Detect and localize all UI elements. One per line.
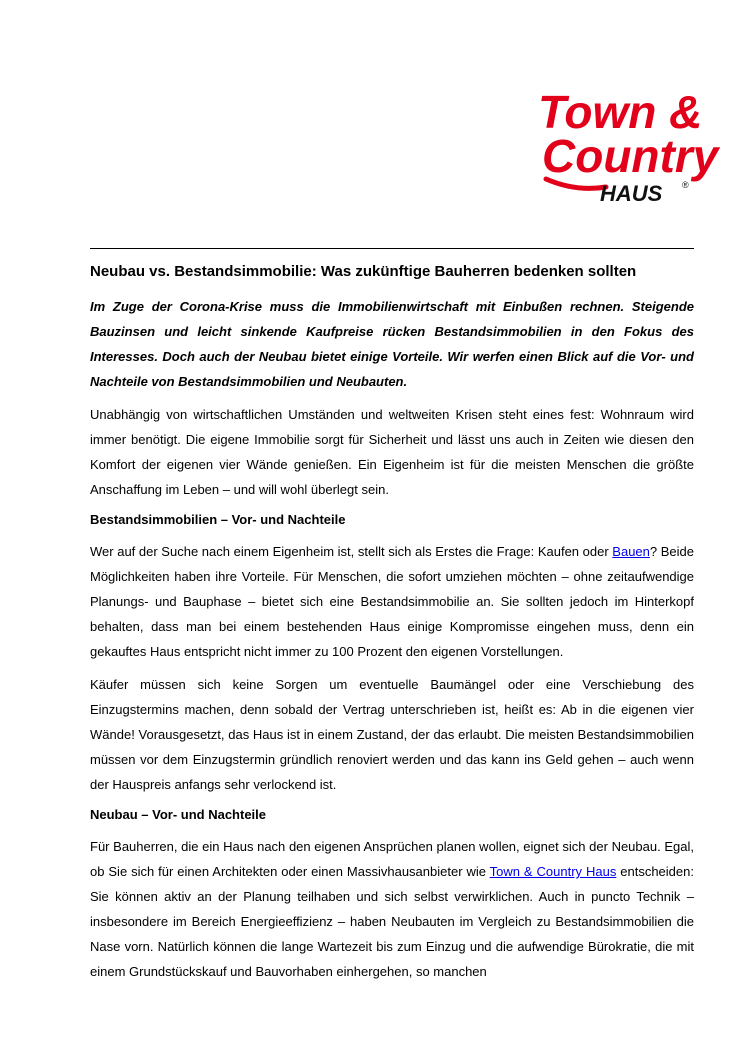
- bestand-paragraph-1: [90, 539, 694, 664]
- section-heading-bestand: Bestandsimmobilien – Vor- und Nachteile: [90, 512, 346, 527]
- bestand-p1-text-a: Wer auf der Suche nach einem Eigenheim ist, stellt sich als Erstes die Frage: Kaufen oder: [90, 544, 613, 559]
- article: [90, 262, 694, 992]
- logo-line3: HAUS: [600, 181, 663, 206]
- logo-line1: Town &: [538, 86, 703, 138]
- intro-paragraph: Unabhängig von wirtschaftlichen Umständen und weltweiten Krisen steht eines fest: Wohnraum wird immer benötigt. Die eigene Immobilie sorgt für Sicherheit und lässt uns auch in Zeiten wie diesen den Komfort der eigenen vier Wände genießen. Ein Eigenheim ist für die meisten Menschen die größte Anschaffung im Leben – und will wohl überlegt sein.: [90, 407, 694, 497]
- header-divider: [90, 248, 694, 249]
- town-country-link[interactable]: Town & Country Haus: [489, 864, 617, 879]
- neubau-p1-text-a: Für Bauherren, die ein Haus nach den eigenen Ansprüchen planen wollen, eignet sich der Neubau. Egal, ob Sie sich für einen Architekten oder einen Massivhausanbieter wie: [90, 839, 694, 879]
- section-heading-neubau: Neubau – Vor- und Nachteile: [90, 807, 267, 822]
- logo-line2: Country: [542, 130, 719, 182]
- logo-registered-mark: ®: [682, 180, 689, 190]
- neubau-paragraph-1: [90, 834, 694, 984]
- article-title: Neubau vs. Bestandsimmobilie: Was zukünftige Bauherren bedenken sollten: [90, 263, 637, 280]
- bauen-link[interactable]: Bauen: [612, 544, 650, 559]
- neubau-p1-text-b: entscheiden: Sie können aktiv an der Planung teilhaben und sich selbst verwirklichen. Auch in puncto Technik – insbesondere im Bereich Energieeffizienz – haben Neubauten im Vergleich zu Bestandsimmobilien die Nase vorn. Natürlich können die lange Wartezeit bis zum Einzug und die aufwendige Bürokratie, die mit einem Grundstückskauf und Bauvorhaben einhergehen, so manchen: [90, 864, 694, 979]
- bestand-paragraph-2: Käufer müssen sich keine Sorgen um eventuelle Baumängel oder eine Verschiebung des Einzugstermins machen, denn sobald der Vertrag unterschrieben ist, heißt es: Ab in die eigenen vier Wände! Vorausgesetzt, das Haus ist in einem Zustand, der das erlaubt. Die meisten Bestandsimmobilien müssen vor dem Einzugstermin gründlich renoviert werden und das kann ins Geld gehen – auch wenn der Hauspreis anfangs sehr verlockend ist.: [90, 677, 694, 792]
- town-country-logo: [536, 84, 719, 210]
- bestand-p1-text-b: ? Beide Möglichkeiten haben ihre Vorteile. Für Menschen, die sofort umziehen möchten – ohne zeitaufwendige Planungs- und Bauphase – bietet sich eine Bestandsimmobilie an. Sie sollten jedoch im Hinterkopf behalten, dass man bei einem bestehenden Haus einige Kompromisse eingehen muss, denn ein gekauftes Haus entspricht nicht immer zu 100 Prozent den eigenen Vorstellungen.: [90, 544, 694, 659]
- article-lead: Im Zuge der Corona-Krise muss die Immobilienwirtschaft mit Einbußen rechnen. Steigende Bauzinsen und leicht sinkende Kaufpreise rücken Bestandsimmobilien in den Fokus des Interesses. Doch auch der Neubau bietet einige Vorteile. Wir werfen einen Blick auf die Vor- und Nachteile von Bestandsimmobilien und Neubauten.: [90, 299, 694, 389]
